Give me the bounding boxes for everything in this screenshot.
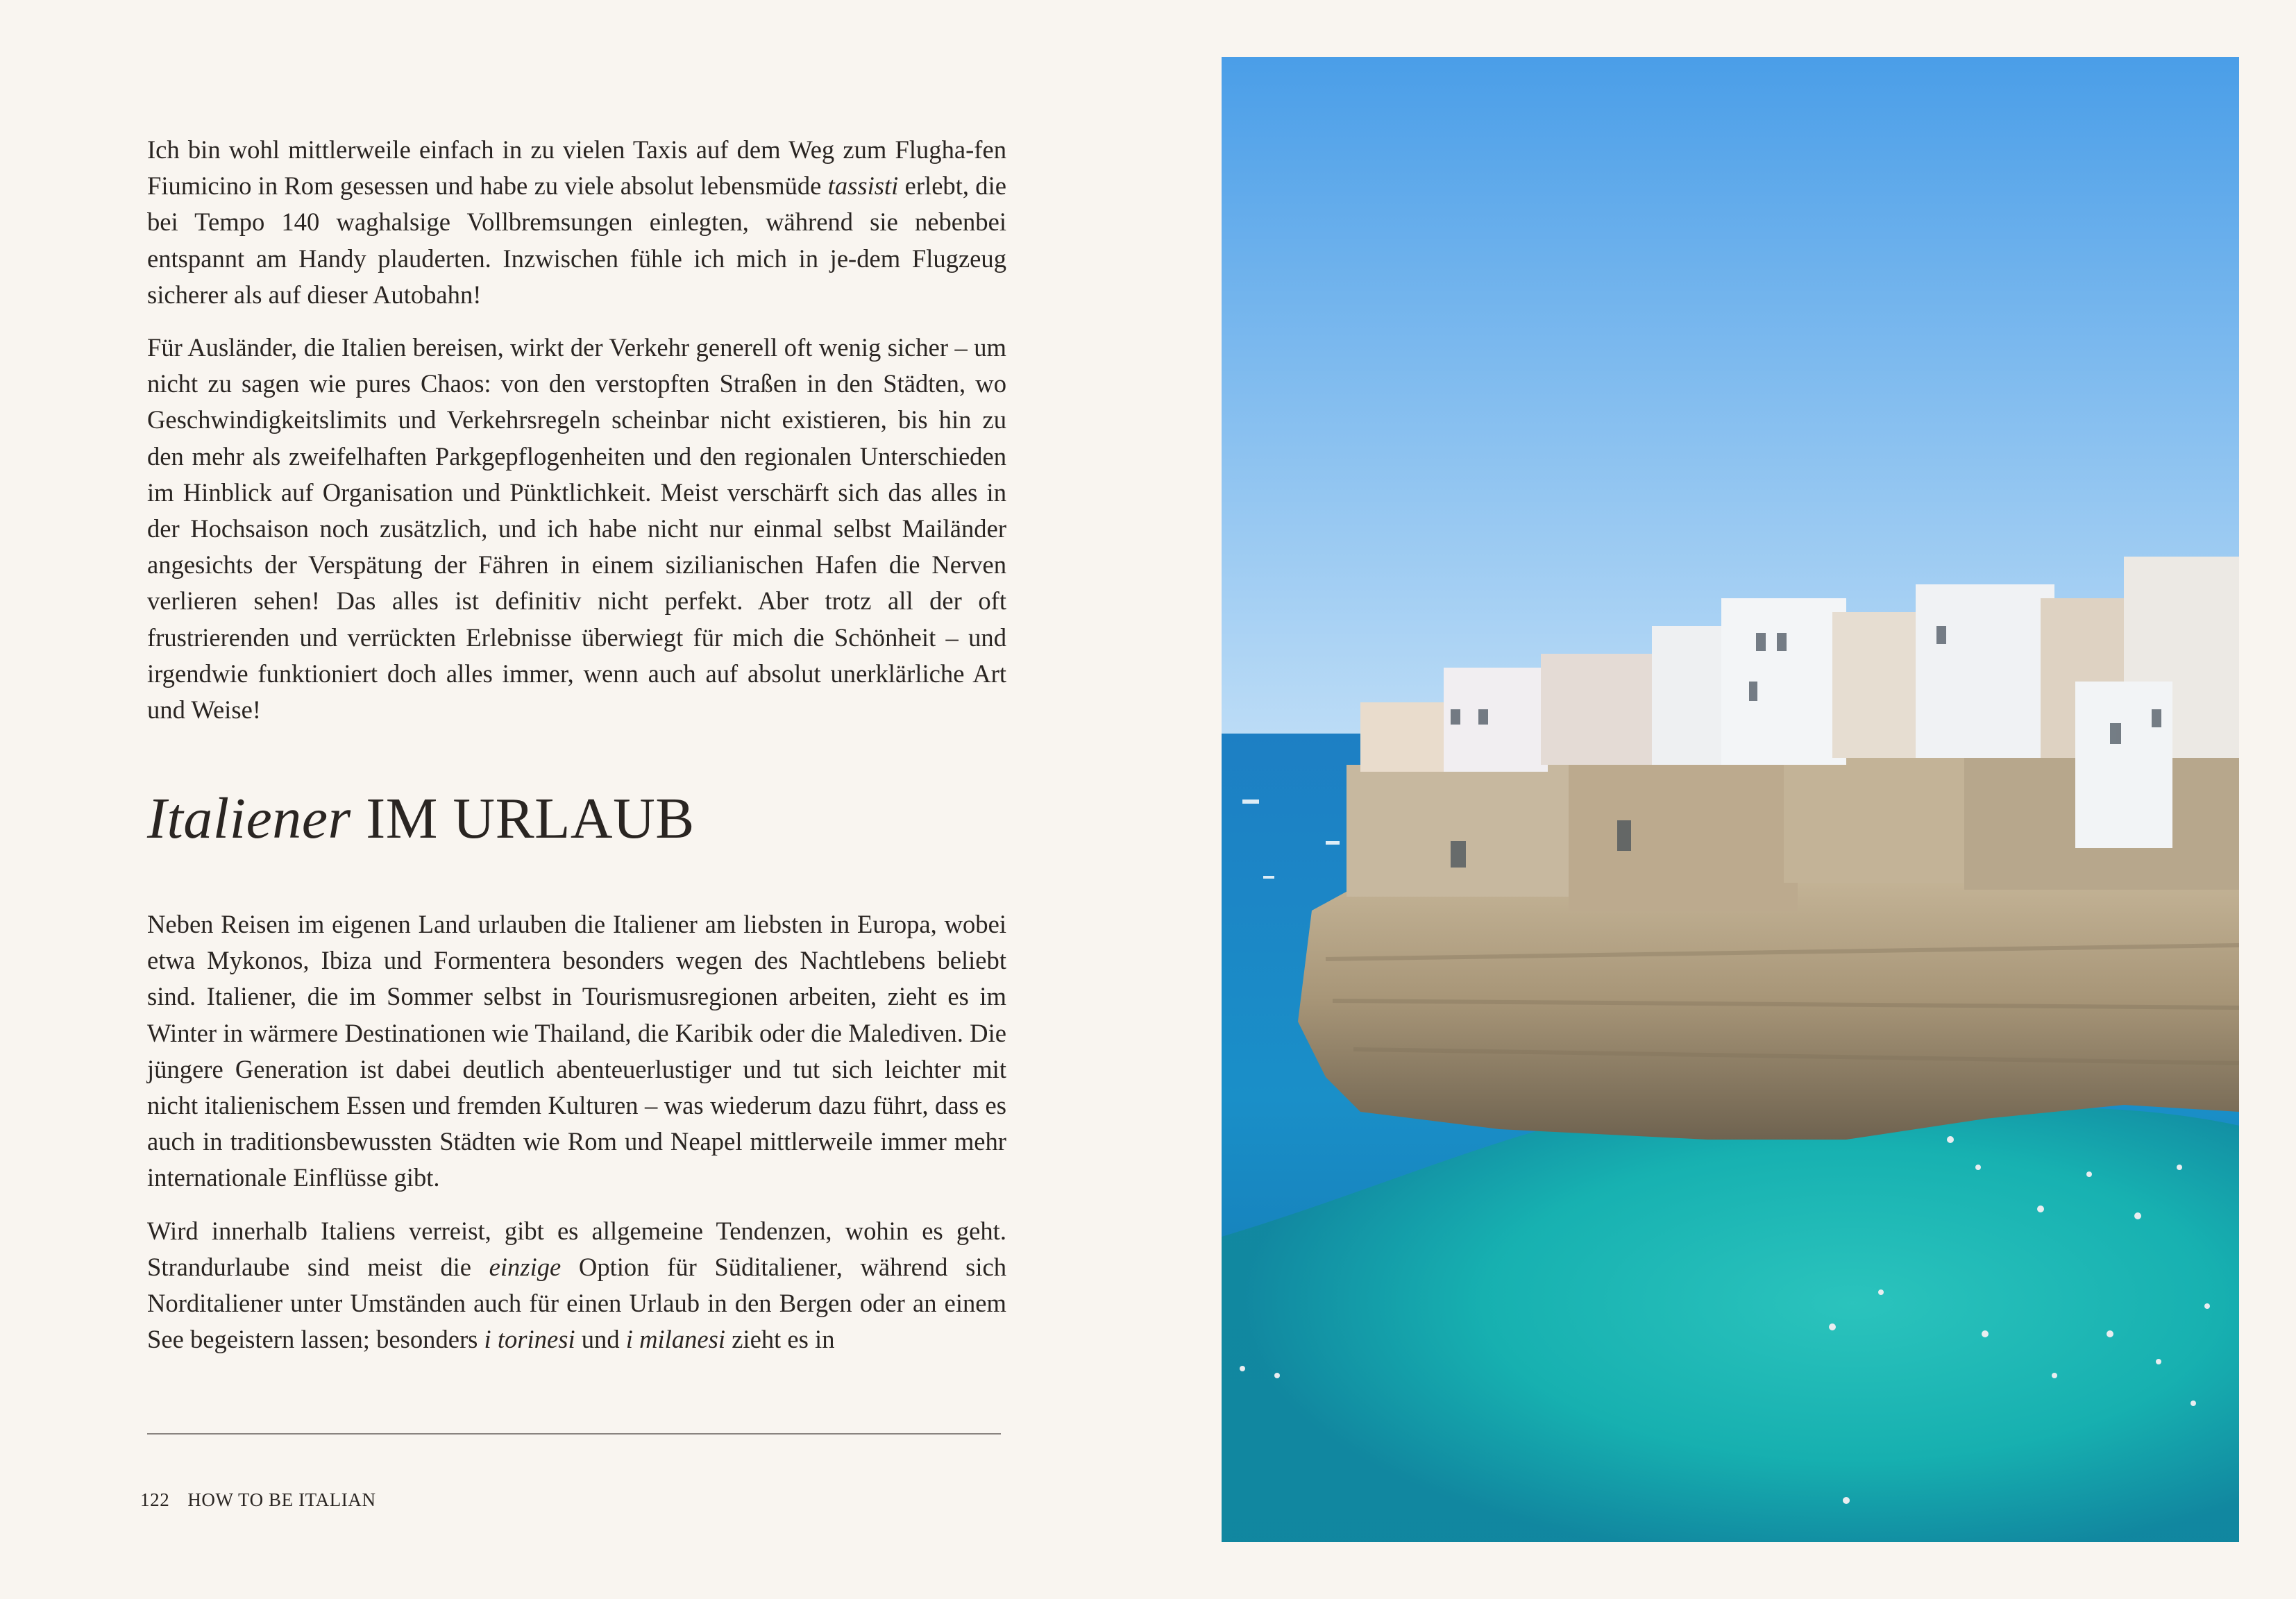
- paragraph: Neben Reisen im eigenen Land urlauben die Italiener am liebsten in Europa, wobei etwa Mykonos, Ibiza und Formentera besonders wegen des Nachtlebens beliebt sind. Italiener, die im Sommer selbst in Tourismusregionen arbeiten, zieht es im Winter in wärmere Destinationen wie Thailand, die Karibik oder die Malediven. Die jüngere Generation ist dabei deutlich abenteuerlustiger und tut sich leichter mit nicht italienischem Essen und fremden Kulturen – was wiederum dazu führt, dass es auch in traditionsbewussten Städten wie Rom und Neapel mittlerweile immer mehr internationale Einflüsse gibt.: [147, 910, 1006, 1192]
- emphasis: i milanesi: [625, 1325, 726, 1354]
- body-text-top: [147, 132, 1006, 745]
- paragraph: Für Ausländer, die Italien bereisen, wirkt der Verkehr generell oft wenig sicher – um nicht zu sagen wie pures Chaos: von den verstopften Straßen in den Städten, wo Geschwindigkeitslimits und Verkehrsregeln scheinbar nicht existieren, bis hin zu den mehr als zweifelhaften Parkgepflogenheiten und den regionalen Unterschieden im Hinblick auf Organisation und Pünktlichkeit. Meist verschärft sich das alles in der Hochsaison noch zusätzlich, und ich habe nicht nur einmal selbst Mailänder angesichts der Verspätung der Fähren in einem sizilianischen Hafen die Nerven verlieren sehen! Das alles ist definitiv nicht perfekt. Aber trotz all der oft frustrierenden und verrückten Erlebnisse überwiegt für mich die Schönheit – und irgendwie funktioniert doch alles immer, wenn auch auf absolut unerklärliche Art und Weise!: [147, 333, 1006, 725]
- paragraph: Wird innerhalb Italiens verreist, gibt es allgemeine Tendenzen, wohin es geht. Strandurlaube sind meist die einzige Option für Süditaliener, während sich Norditaliener unter Umständen auch für einen Urlaub in den Bergen oder an einem See begeistern lassen; besonders i torinesi und i milanesi zieht es in: [147, 1216, 1007, 1354]
- folio: [140, 1489, 394, 1511]
- running-title: HOW TO BE ITALIAN: [187, 1489, 376, 1510]
- paragraph: Ich bin wohl mittlerweile einfach in zu vielen Taxis auf dem Weg zum Flugha-fen Fiumicino in Rom gesessen und habe zu viele absolut lebensmüde tassisti erlebt, die bei Tempo 140 waghalsige Vollbremsungen einlegten, während sie nebenbei entspannt am Handy plauderten. Inzwischen fühle ich mich in je-dem Flugzeug sicherer als auf dieser Autobahn!: [147, 135, 1006, 309]
- photo-illustration: [1222, 57, 2239, 1542]
- cliff-town-seaside-photo: [1222, 57, 2239, 1542]
- section-heading: [147, 784, 695, 854]
- emphasis: i torinesi: [484, 1325, 575, 1354]
- footer-rule: [147, 1433, 1001, 1435]
- emphasis: einzige: [489, 1252, 562, 1281]
- page-number: 122: [140, 1489, 170, 1510]
- heading-caps: IM URLAUB: [366, 786, 695, 851]
- body-text-bottom: [147, 906, 1006, 1374]
- emphasis: tassisti: [827, 171, 899, 201]
- heading-italic: Italiener: [147, 786, 351, 851]
